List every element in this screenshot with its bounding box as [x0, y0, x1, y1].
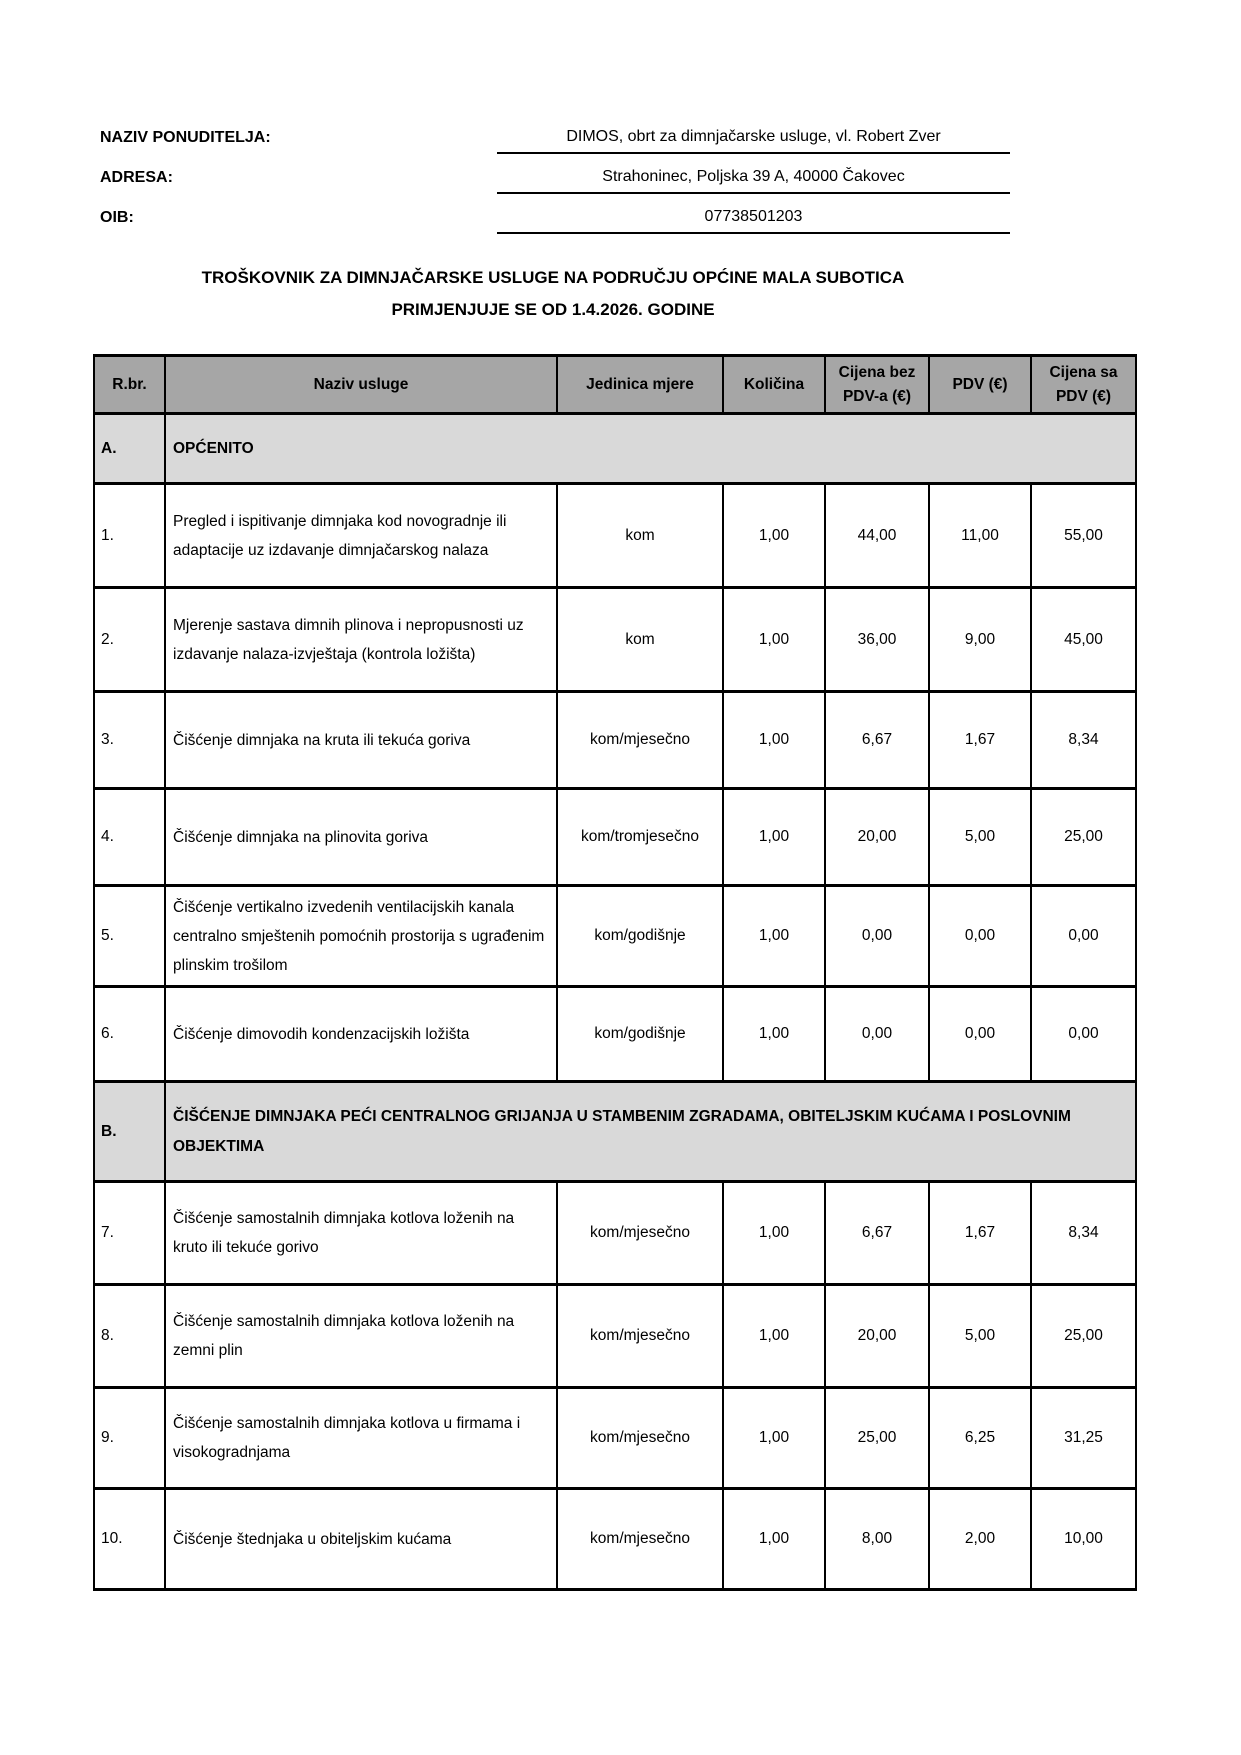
- col-header-kolicina: Količina: [723, 356, 825, 414]
- unit: kom: [557, 484, 723, 588]
- row-number: 7.: [94, 1182, 165, 1285]
- document-title-line2: PRIMJENJUJE SE OD 1.4.2026. GODINE: [391, 300, 715, 319]
- table-row: [94, 588, 1136, 692]
- price-no-vat: 36,00: [825, 588, 929, 692]
- col-header-jedinica: Jedinica mjere: [557, 356, 723, 414]
- price-no-vat: 44,00: [825, 484, 929, 588]
- quantity: 1,00: [723, 886, 825, 987]
- unit: kom/mjesečno: [557, 1388, 723, 1489]
- col-header-naziv: Naziv usluge: [165, 356, 557, 414]
- price-with-vat: 55,00: [1031, 484, 1136, 588]
- quantity: 1,00: [723, 1285, 825, 1388]
- price-with-vat: 8,34: [1031, 692, 1136, 789]
- unit: kom/godišnje: [557, 886, 723, 987]
- unit: kom/godišnje: [557, 987, 723, 1082]
- quantity: 1,00: [723, 987, 825, 1082]
- price-with-vat: 8,34: [1031, 1182, 1136, 1285]
- vat: 1,67: [929, 1182, 1031, 1285]
- service-name: Čišćenje dimnjaka na plinovita goriva: [165, 789, 557, 886]
- unit: kom/mjesečno: [557, 692, 723, 789]
- price-table: [93, 354, 1137, 1591]
- section-b-id: B.: [94, 1082, 165, 1182]
- supplier-name-value: DIMOS, obrt za dimnjačarske usluge, vl. Robert Zver: [497, 125, 1010, 154]
- service-name: Pregled i ispitivanje dimnjaka kod novogradnje ili adaptacije uz izdavanje dimnjačarskog nalaza: [165, 484, 557, 588]
- vat: 11,00: [929, 484, 1031, 588]
- table-row: [94, 789, 1136, 886]
- vat: 0,00: [929, 886, 1031, 987]
- row-number: 2.: [94, 588, 165, 692]
- row-number: 1.: [94, 484, 165, 588]
- address-label: ADRESA:: [100, 169, 173, 186]
- table-row: [94, 886, 1136, 987]
- price-no-vat: 20,00: [825, 1285, 929, 1388]
- service-name: Čišćenje samostalnih dimnjaka kotlova loženih na zemni plin: [165, 1285, 557, 1388]
- vat: 5,00: [929, 789, 1031, 886]
- table-row: [94, 484, 1136, 588]
- row-number: 8.: [94, 1285, 165, 1388]
- row-number: 9.: [94, 1388, 165, 1489]
- price-no-vat: 6,67: [825, 1182, 929, 1285]
- unit: kom: [557, 588, 723, 692]
- service-name: Čišćenje vertikalno izvedenih ventilacijskih kanala centralno smještenih pomoćnih prostorija s ugrađenim plinskim trošilom: [165, 886, 557, 987]
- unit: kom/mjesečno: [557, 1182, 723, 1285]
- price-no-vat: 0,00: [825, 987, 929, 1082]
- oib-label: OIB:: [100, 209, 134, 226]
- service-name: Čišćenje dimovodih kondenzacijskih ložišta: [165, 987, 557, 1082]
- price-no-vat: 6,67: [825, 692, 929, 789]
- unit: kom/tromjesečno: [557, 789, 723, 886]
- section-row-b: [94, 1082, 1136, 1182]
- price-no-vat: 20,00: [825, 789, 929, 886]
- price-with-vat: 45,00: [1031, 588, 1136, 692]
- quantity: 1,00: [723, 588, 825, 692]
- price-no-vat: 8,00: [825, 1489, 929, 1590]
- vat: 1,67: [929, 692, 1031, 789]
- service-name: Mjerenje sastava dimnih plinova i nepropusnosti uz izdavanje nalaza-izvještaja (kontrola ložišta): [165, 588, 557, 692]
- vat: 2,00: [929, 1489, 1031, 1590]
- address-value: Strahoninec, Poljska 39 A, 40000 Čakovec: [497, 165, 1010, 194]
- quantity: 1,00: [723, 692, 825, 789]
- price-no-vat: 25,00: [825, 1388, 929, 1489]
- document-title-line1: TROŠKOVNIK ZA DIMNJAČARSKE USLUGE NA PODRUČJU OPĆINE MALA SUBOTICA: [201, 268, 905, 287]
- quantity: 1,00: [723, 484, 825, 588]
- price-with-vat: 10,00: [1031, 1489, 1136, 1590]
- quantity: 1,00: [723, 1489, 825, 1590]
- quantity: 1,00: [723, 1182, 825, 1285]
- section-a-id: A.: [94, 414, 165, 484]
- table-row: [94, 1489, 1136, 1590]
- document-title: [93, 262, 1013, 326]
- service-name: Čišćenje dimnjaka na kruta ili tekuća goriva: [165, 692, 557, 789]
- col-header-rbr: R.br.: [94, 356, 165, 414]
- table-header-row: [94, 356, 1136, 414]
- table-row: [94, 987, 1136, 1082]
- oib-value: 07738501203: [497, 205, 1010, 234]
- service-name: Čišćenje štednjaka u obiteljskim kućama: [165, 1489, 557, 1590]
- col-header-cijena-sa: Cijena sa PDV (€): [1031, 356, 1136, 414]
- section-b-title: ČIŠĆENJE DIMNJAKA PEĆI CENTRALNOG GRIJANJA U STAMBENIM ZGRADAMA, OBITELJSKIM KUĆAMA I POSLOVNIM OBJEKTIMA: [165, 1082, 1136, 1182]
- service-name: Čišćenje samostalnih dimnjaka kotlova u firmama i visokogradnjama: [165, 1388, 557, 1489]
- supplier-name-label: NAZIV PONUDITELJA:: [100, 129, 271, 146]
- vat: 9,00: [929, 588, 1031, 692]
- quantity: 1,00: [723, 1388, 825, 1489]
- table-row: [94, 1285, 1136, 1388]
- section-a-title: OPĆENITO: [165, 414, 1136, 484]
- table-row: [94, 692, 1136, 789]
- price-with-vat: 31,25: [1031, 1388, 1136, 1489]
- col-header-pdv: PDV (€): [929, 356, 1031, 414]
- vat: 0,00: [929, 987, 1031, 1082]
- section-row-a: [94, 414, 1136, 484]
- table-row: [94, 1388, 1136, 1489]
- price-no-vat: 0,00: [825, 886, 929, 987]
- row-number: 3.: [94, 692, 165, 789]
- row-number: 4.: [94, 789, 165, 886]
- row-number: 6.: [94, 987, 165, 1082]
- vat: 5,00: [929, 1285, 1031, 1388]
- table-row: [94, 1182, 1136, 1285]
- price-with-vat: 0,00: [1031, 987, 1136, 1082]
- price-with-vat: 0,00: [1031, 886, 1136, 987]
- col-header-cijena-bez: Cijena bez PDV-a (€): [825, 356, 929, 414]
- vat: 6,25: [929, 1388, 1031, 1489]
- row-number: 5.: [94, 886, 165, 987]
- unit: kom/mjesečno: [557, 1285, 723, 1388]
- price-with-vat: 25,00: [1031, 789, 1136, 886]
- row-number: 10.: [94, 1489, 165, 1590]
- price-with-vat: 25,00: [1031, 1285, 1136, 1388]
- unit: kom/mjesečno: [557, 1489, 723, 1590]
- quantity: 1,00: [723, 789, 825, 886]
- service-name: Čišćenje samostalnih dimnjaka kotlova loženih na kruto ili tekuće gorivo: [165, 1182, 557, 1285]
